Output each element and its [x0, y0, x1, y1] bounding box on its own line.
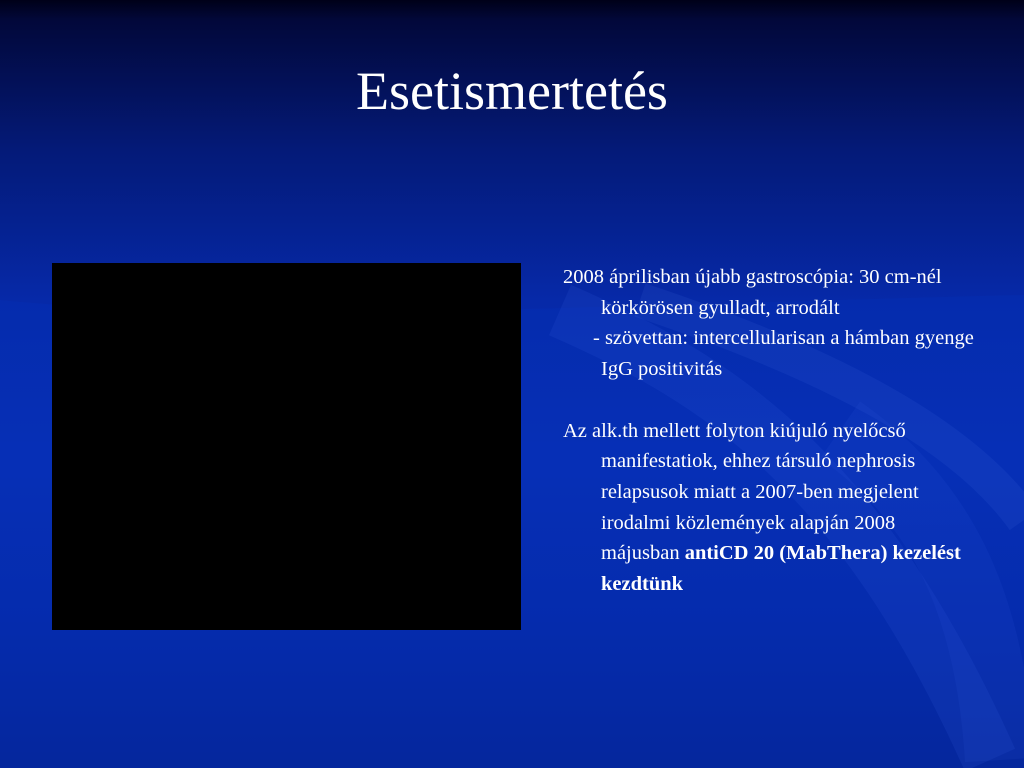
slide-title: Esetismertetés: [356, 61, 668, 121]
paragraph-2-bold: antiCD 20 (MabThera) kezelést kezdtünk: [601, 542, 961, 596]
body-text: [563, 262, 978, 600]
paragraph-gap: [563, 385, 978, 416]
paragraph-2: [563, 416, 978, 600]
image-placeholder: [52, 263, 521, 630]
paragraph-2-text: Az alk.th mellett folyton kiújuló nyelőcső manifestatiok, ehhez társuló nephrosis relapsusok miatt a 2007-ben megjelent irodalmi közlemények alapján 2008 májusban: [563, 419, 919, 565]
paragraph-1: 2008 áprilisban újabb gastroscópia: 30 cm-nél körkörösen gyulladt, arrodált: [563, 266, 942, 319]
paragraph-1-sub: - szövettan: intercellularisan a hámban gyenge IgG positivitás: [593, 327, 974, 381]
